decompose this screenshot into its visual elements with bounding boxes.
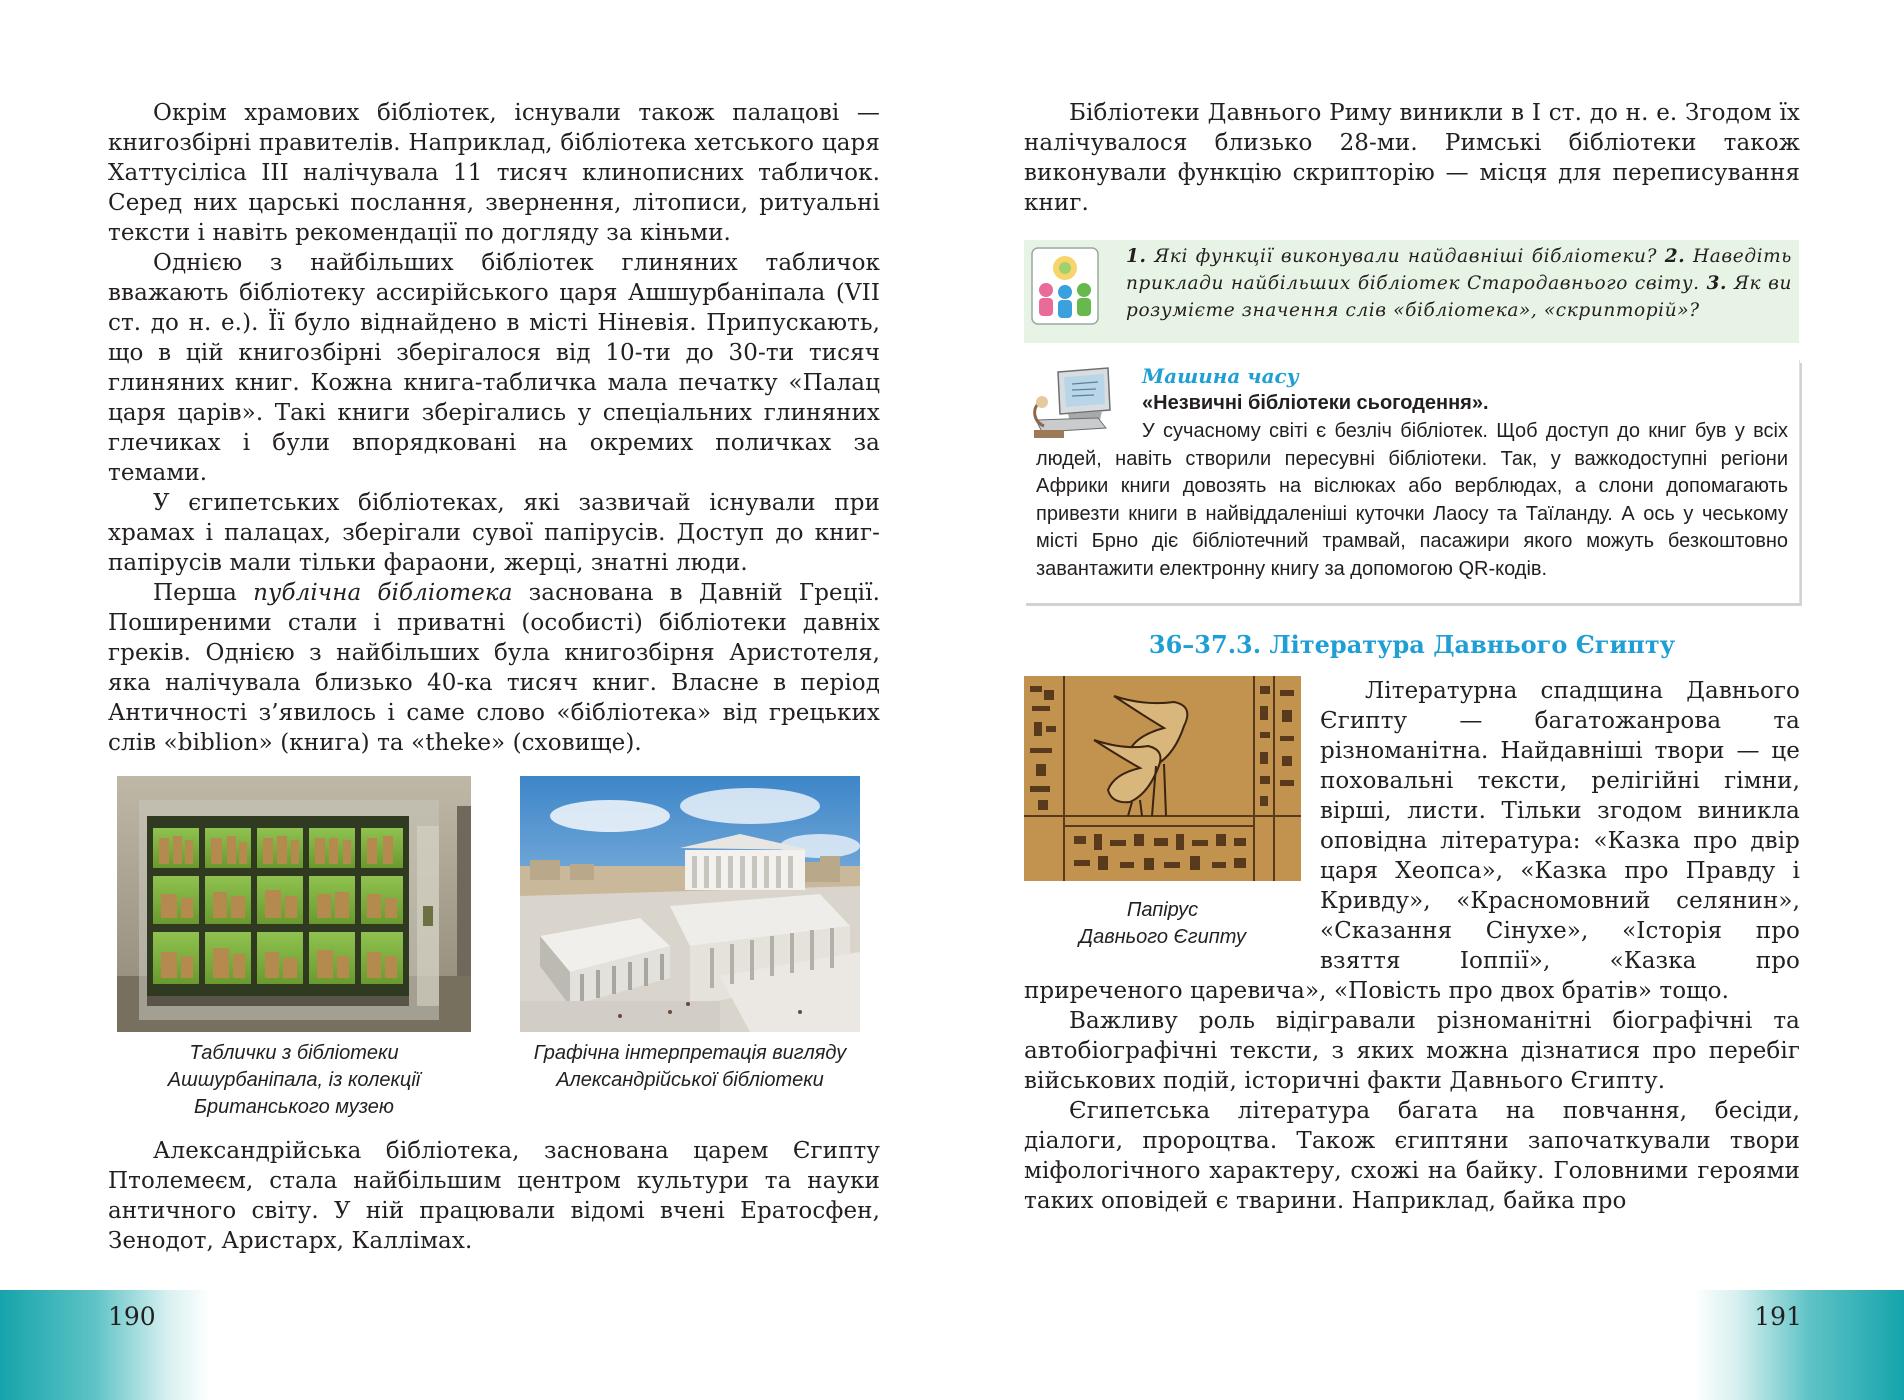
italic-term: публічна бібліотека bbox=[253, 580, 513, 606]
tablets-caption bbox=[117, 1040, 471, 1121]
question-number: 2. bbox=[1664, 246, 1686, 267]
question-number: 3. bbox=[1706, 273, 1728, 294]
time-machine-box bbox=[1024, 360, 1800, 603]
papyrus-image bbox=[1024, 676, 1301, 881]
right-text-top bbox=[1024, 98, 1800, 218]
paragraph bbox=[108, 578, 880, 758]
tablets-image bbox=[117, 776, 471, 1032]
caption-line: Папірус bbox=[1126, 899, 1199, 921]
paragraph: Однією з найбільших бібліотек глиняних табличок вважають бібліотеку ассирійського царя Ашшурбаніпала (VII ст. до н. е.). Її було віднайдено в місті Ніневія. Припускають, що в цій книгозбірні зберігалося від 10-ти до 30-ти тисяч глиняних книг. Кожна книга-табличка мала печатку «Палац царя царів». Такі книги зберігались у спеціальних глиняних глечиках і були впорядковані на окремих поличках за темами. bbox=[108, 250, 880, 486]
paragraph: Окрім храмових бібліотек, існували також палацові — книгозбірні правителів. Наприклад, бібліотека хетського царя Хаттусіліса ІІІ налічувала 11 тисяч клинописних табличок. Серед них царські послання, звернення, літописи, ритуальні тексти і навіть рекомендації по догляду за кіньми. bbox=[108, 100, 880, 246]
page-number: 191 bbox=[1754, 1302, 1802, 1331]
paragraph-text: заснована в Давній Греції. Поширеними стали і приватні (особисті) бібліотеки давніх греків. Однією з найбільших була книгозбірня Аристотеля, яка налічувала близько 40-ка тисяч книг. Власне в період Античності з’явилось і саме слово «бібліотека» від грецьких слів «biblion» (книга) та «theke» (сховище). bbox=[108, 580, 880, 756]
right-page bbox=[952, 0, 1904, 1400]
papyrus-figure bbox=[1024, 676, 1320, 966]
paragraph-text: Перша bbox=[153, 580, 254, 606]
page-corner-decoration bbox=[0, 1290, 210, 1400]
questions-text bbox=[1126, 243, 1792, 324]
section-title: 36–37.3. Література Давнього Єгипту bbox=[1148, 630, 1676, 659]
caption-line: Давнього Єгипту bbox=[1079, 926, 1246, 948]
right-text-flow bbox=[1024, 676, 1800, 1216]
alexandria-image bbox=[520, 776, 860, 1032]
page-number: 190 bbox=[108, 1302, 156, 1331]
question: Як ви розумієте значення слів «бібліотека», «скрипторій»? bbox=[1126, 273, 1792, 321]
questions-box bbox=[1024, 240, 1799, 343]
group-discussion-icon bbox=[1030, 246, 1100, 326]
left-text-bottom bbox=[108, 1136, 880, 1256]
paragraph: Важливу роль відігравали різноманітні біографічні та автобіографічні тексти, з яких можна дізнатися про перебіг військових подій, історичні факти Давнього Єгипту. bbox=[1024, 1008, 1800, 1094]
caption-line: Британського музею bbox=[194, 1096, 394, 1118]
paragraph: Літературна спадщина Давнього Єгипту — багатожанрова та різноманітна. Найдавніші твори — це поховальні тексти, релігійні гімни, вірші, листи. Тільки згодом виникла оповідна література: «Казка про двір царя Хеопса», «Казка про Правду і Кривду», «Красномовний селянин», «Сказання Сінухе», «Історія про взяття Іоппії», «Казка про приреченого царевича», «Повість про двох братів» тощо. bbox=[1024, 678, 1800, 1004]
question-number: 1. bbox=[1126, 246, 1147, 267]
time-machine-text: У сучасному світі є безліч бібліотек. Щоб доступ до книг був у всіх людей, навіть створили пересувні бібліотеки. Так, у важкодоступні регіони Африки книги довозять на віслюках або верблюдах, а слони допомагають привезти книги в найвіддаленіші куточки Лаосу та Таїланду. А ось у чеському місті Брно діє бібліотечний трамвай, пасажири якого можуть безкоштовно завантажити електронну книгу за допомогою QR-кодів. bbox=[1036, 420, 1788, 580]
alexandria-caption bbox=[505, 1040, 875, 1094]
papyrus-caption bbox=[1024, 897, 1301, 951]
caption-line: Таблички з бібліотеки bbox=[189, 1042, 399, 1064]
time-machine-title: Машина часу bbox=[1142, 364, 1299, 388]
tablets-photo bbox=[117, 776, 471, 1032]
question: Які функції виконували найдавніші бібліотеки? bbox=[1146, 246, 1665, 267]
paragraph: Єгипетська література багата на повчання, бесіди, діалоги, пророцтва. Також єгиптяни започаткували твори міфологічного характеру, схожі на байку. Головними героями таких оповідей є тварини. Наприклад, байка про bbox=[1024, 1098, 1800, 1214]
question: Наведіть приклади найбільших бібліотек Стародавнього світу. bbox=[1126, 246, 1792, 294]
time-machine-subtitle: «Незвичні бібліотеки сьогодення». bbox=[1142, 392, 1489, 414]
left-text-top bbox=[108, 98, 880, 758]
paragraph: Бібліотеки Давнього Риму виникли в І ст. до н. е. Згодом їх налічувалося близько 28-ми. Римські бібліотеки також виконували функцію скрипторію — місця для переписування книг. bbox=[1024, 100, 1800, 216]
caption-line: Ашшурбаніпала, із колекції bbox=[167, 1069, 421, 1091]
paragraph: Александрійська бібліотека, заснована царем Єгипту Птолемеєм, стала найбільшим центром культури та науки античного світу. У ній працювали відомі вчені Ератосфен, Зенодот, Аристарх, Каллімах. bbox=[108, 1138, 880, 1254]
caption-line: Александрійської бібліотеки bbox=[556, 1069, 824, 1091]
paragraph: У єгипетських бібліотеках, які зазвичай існували при храмах і палацах, зберігали сувої папірусів. Доступ до книг-папірусів мали тільки фараони, жерці, знатні люди. bbox=[108, 490, 880, 576]
caption-line: Графічна інтерпретація вигляду bbox=[533, 1042, 847, 1064]
alexandria-illustration bbox=[520, 776, 860, 1032]
